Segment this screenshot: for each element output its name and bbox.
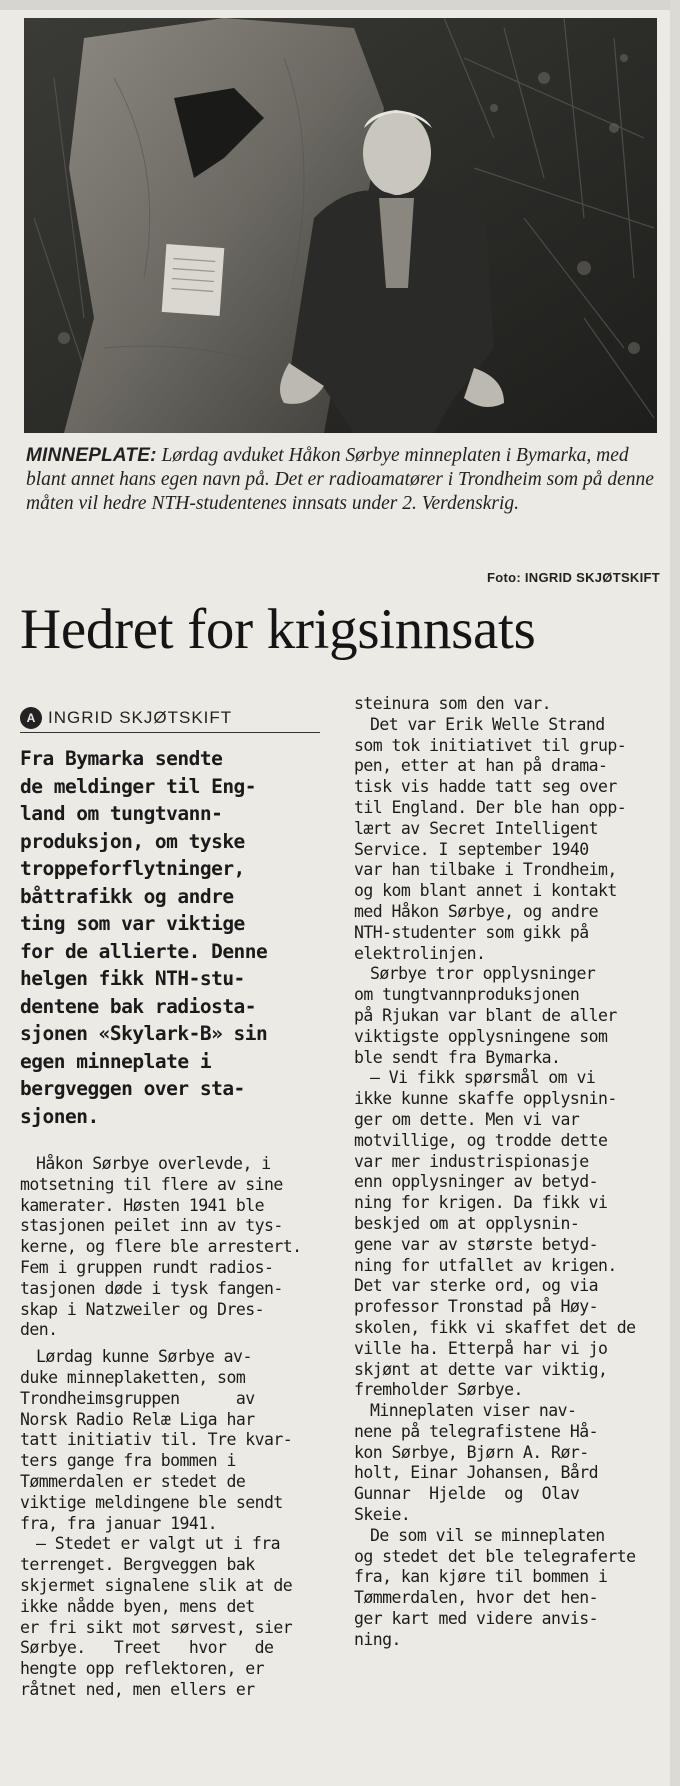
body-line: fra, fra januar 1941.: [20, 1513, 218, 1533]
body-line: Lørdag kunne Sørbye av-: [36, 1347, 252, 1367]
body-line: hengte opp reflektoren, er: [20, 1659, 264, 1679]
body-line: ning.: [354, 1629, 401, 1649]
body-line: Norsk Radio Relæ Liga har: [20, 1409, 255, 1429]
article-column-left: [20, 707, 326, 1701]
body-line: viktige meldingene ble sendt: [20, 1492, 283, 1512]
byline-author: INGRID SKJØTSKIFT: [48, 708, 233, 727]
ingress-line: egen minneplate i: [20, 1049, 212, 1073]
body-line: kerne, og flere ble arrestert.: [20, 1237, 302, 1257]
body-line: viktigste opplysningene som: [354, 1026, 608, 1046]
body-line: ikke kunne skaffe opplysnin-: [354, 1089, 617, 1109]
body-line: ning for krigen. Da fikk vi: [354, 1193, 608, 1213]
newspaper-logo-icon: A: [20, 707, 42, 729]
body-line: tasjonen døde i tysk fangen-: [20, 1278, 283, 1298]
article-ingress: [20, 745, 326, 1130]
body-line: og kom blant annet i kontakt: [354, 881, 617, 901]
ingress-line: båttrafikk og andre: [20, 884, 234, 908]
body-line: skolen, fikk vi skaffet det de: [354, 1317, 636, 1337]
photo-credit: Foto: INGRID SKJØTSKIFT: [487, 570, 660, 585]
body-line: Håkon Sørbye overlevde, i: [36, 1154, 271, 1173]
ingress-line: helgen fikk NTH-stu-: [20, 967, 245, 990]
body-line: var han tilbake i Trondheim,: [354, 860, 617, 880]
body-line: kon Sørbye, Bjørn A. Rør-: [354, 1442, 589, 1462]
body-line: enn opplysninger av betyd-: [354, 1172, 598, 1192]
body-line: lært av Secret Intelligent: [354, 818, 598, 838]
ingress-line: bergveggen over sta-: [20, 1077, 245, 1100]
body-line: gene var av største betyd-: [354, 1234, 598, 1254]
body-line: var mer industrispionasje: [354, 1151, 589, 1171]
body-line: elektrolinjen.: [354, 943, 486, 963]
ingress-line: ting som var viktige: [20, 912, 245, 935]
body-line: Tømmerdalen, hvor det hen-: [354, 1588, 598, 1608]
ingress-line: de meldinger til Eng-: [20, 774, 257, 798]
body-line: skjermet signalene slik at de: [20, 1575, 293, 1595]
body-line: ger kart med videre anvis-: [354, 1609, 598, 1629]
body-line: fra, kan kjøre til bommen i: [354, 1567, 608, 1587]
body-line: tisk vis hadde tatt seg over: [354, 777, 617, 797]
ingress-line: produksjon, om tyske: [20, 829, 245, 853]
body-line: terrenget. Bergveggen bak: [20, 1555, 255, 1575]
ingress-line: Fra Bymarka sendte: [20, 747, 223, 770]
ingress-line: for de allierte. Denne: [20, 939, 268, 963]
body-line: kamerater. Høsten 1941 ble: [20, 1195, 264, 1215]
body-line: professor Tronstad på Høy-: [354, 1297, 598, 1317]
article-body-left: [20, 1154, 326, 1701]
body-line: Det var sterke ord, og via: [354, 1276, 598, 1296]
body-line: pen, etter at han på drama-: [354, 756, 608, 776]
body-line: – Vi fikk spørsmål om vi: [370, 1068, 596, 1088]
body-line: ger om dette. Men vi var: [354, 1109, 580, 1129]
body-line: Trondheimsgruppen av: [20, 1388, 255, 1408]
article-column-right: [354, 694, 659, 1651]
body-line: nene på telegrafistene Hå-: [354, 1421, 598, 1441]
body-line: steinura som den var.: [354, 694, 552, 713]
body-line: motvillige, og trodde dette: [354, 1130, 608, 1150]
body-line: den.: [20, 1320, 58, 1340]
paper-edge-top: [0, 0, 680, 10]
body-line: og stedet det ble telegraferte: [354, 1546, 636, 1566]
body-line: NTH-studenter som gikk på: [354, 922, 589, 942]
body-line: Sørbye tror opplysninger: [370, 964, 596, 984]
body-line: som tok initiativet til grup-: [354, 735, 627, 755]
body-line: Gunnar Hjelde og Olav: [354, 1484, 580, 1504]
body-line: ters gange fra bommen i: [20, 1451, 236, 1471]
body-line: ville ha. Etterpå har vi jo: [354, 1338, 608, 1358]
ingress-line: dentene bak radiosta-: [20, 994, 257, 1018]
body-line: ning for utfallet av krigen.: [354, 1255, 617, 1275]
body-line: holt, Einar Johansen, Bård: [354, 1463, 598, 1483]
body-line: – Stedet er valgt ut i fra: [36, 1534, 280, 1554]
ingress-line: land om tungtvann-: [20, 802, 223, 825]
body-line: Skeie.: [354, 1505, 411, 1525]
body-line: De som vil se minneplaten: [370, 1525, 605, 1545]
body-line: Service. I september 1940: [354, 839, 589, 859]
body-line: motsetning til flere av sine: [20, 1174, 283, 1194]
caption-lead: MINNEPLATE:: [26, 445, 157, 466]
paper-edge-right: [670, 0, 680, 1786]
caption-text: Lørdag avduket Håkon Sørbye minneplaten i Bymarka, med blant annet hans egen navn på. Det er radioamatører i Trondheim som på denne måten vil hedre NTH-studentenes innsats under 2. Verdenskrig.: [26, 445, 654, 514]
body-line: Det var Erik Welle Strand: [370, 714, 605, 734]
photo-caption: [26, 444, 658, 516]
body-line: ble sendt fra Bymarka.: [354, 1047, 561, 1067]
body-line: Fem i gruppen rundt radios-: [20, 1257, 274, 1277]
body-line: Sørbye. Treet hvor de: [20, 1638, 274, 1658]
article-body-right: [354, 694, 659, 1651]
body-line: duke minneplaketten, som: [20, 1367, 246, 1387]
body-line: ikke nådde byen, mens det: [20, 1596, 255, 1616]
body-line: stasjonen peilet inn av tys-: [20, 1216, 283, 1236]
body-line: er fri sikt mot sørvest, sier: [20, 1617, 293, 1637]
photo-illustration: [24, 18, 657, 433]
body-line: til England. Der ble han opp-: [354, 797, 627, 817]
body-line: med Håkon Sørbye, og andre: [354, 901, 598, 921]
body-line: tatt initiativ til. Tre kvar-: [20, 1430, 293, 1450]
body-line: råtnet ned, men ellers er: [20, 1679, 255, 1699]
body-line: på Rjukan var blant de aller: [354, 1005, 617, 1025]
body-line: skap i Natzweiler og Dres-: [20, 1299, 264, 1319]
headline: Hedret for krigsinnsats: [20, 598, 536, 661]
body-line: Tømmerdalen er stedet de: [20, 1471, 246, 1491]
body-line: skjønt at dette var viktig,: [354, 1359, 608, 1379]
body-line: Minneplaten viser nav-: [370, 1401, 577, 1421]
body-line: om tungtvannproduksjonen: [354, 985, 580, 1005]
body-line: beskjed om at opplysnin-: [354, 1213, 580, 1233]
news-photo: [24, 18, 657, 433]
byline: [20, 707, 320, 733]
ingress-line: sjonen.: [20, 1104, 99, 1128]
ingress-line: troppeforflytninger,: [20, 857, 245, 880]
body-line: fremholder Sørbye.: [354, 1380, 523, 1400]
ingress-line: sjonen «Skylark-B» sin: [20, 1022, 268, 1045]
